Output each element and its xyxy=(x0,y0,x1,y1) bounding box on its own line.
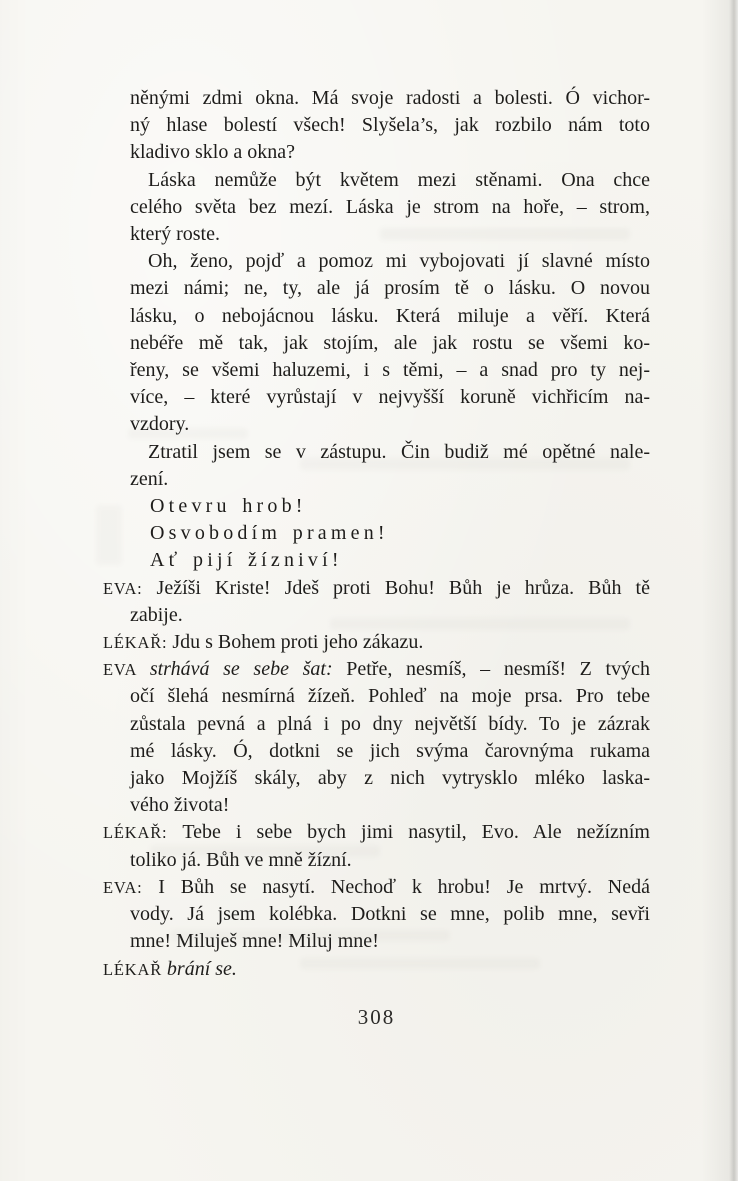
page-edge-shadow xyxy=(729,0,738,1181)
text-segment: očí šlehá nesmírná žízeň. Pohleď na moje prsa. Pro tebe xyxy=(130,685,650,708)
text-line xyxy=(103,466,650,493)
speaker-label: EVA: xyxy=(103,877,159,897)
text-line xyxy=(103,738,650,765)
text-line xyxy=(103,493,650,520)
text-line xyxy=(103,248,650,275)
text-line xyxy=(103,411,650,438)
text-line xyxy=(103,384,650,411)
text-line xyxy=(103,330,650,357)
text-segment: Osvobodím pramen! xyxy=(150,522,389,545)
text-segment: Oh, ženo, pojď a pomoz mi vybojovati jí slavné místo xyxy=(148,250,650,273)
text-segment: jako Mojžíš skály, aby z nich vytrysklo mléko laska- xyxy=(130,767,650,790)
text-segment: vého života! xyxy=(130,794,230,817)
speaker-label: LÉKAŘ: xyxy=(103,823,183,843)
text-segment: Ztratil jsem se v zástupu. Čin budiž mé opětné nale- xyxy=(148,440,650,463)
text-line xyxy=(103,575,650,602)
text-line xyxy=(103,792,650,819)
text-segment: Jdu s Bohem proti jeho zákazu. xyxy=(172,631,424,654)
text-segment: Otevru hrob! xyxy=(150,495,307,518)
text-segment: mne! Miluješ mne! Miluj mne! xyxy=(130,930,379,953)
text-segment: více, – které vyrůstají v nejvyšší koruně vichřicím na- xyxy=(130,386,650,409)
text-line xyxy=(103,357,650,384)
text-line xyxy=(103,439,650,466)
text-line xyxy=(103,765,650,792)
text-line xyxy=(103,956,650,983)
text-segment: který roste. xyxy=(130,223,220,246)
speaker-label: EVA xyxy=(103,660,150,680)
text-line xyxy=(103,874,650,901)
text-line xyxy=(103,847,650,874)
text-line xyxy=(103,303,650,330)
text-line xyxy=(103,629,650,656)
stage-direction: strhává se sebe šat: xyxy=(149,658,347,681)
text-segment: zůstala pevná a plná i po dny největší bídy. To je zázrak xyxy=(130,712,650,735)
text-line xyxy=(103,711,650,738)
text-segment: Láska nemůže být květem mezi stěnami. Ona chce xyxy=(148,168,650,191)
text-block xyxy=(103,85,650,983)
text-line xyxy=(103,221,650,248)
text-segment: něnými zdmi okna. Má svoje radosti a bolesti. Ó vichor- xyxy=(130,87,650,109)
text-segment: Ať pijí žízniví! xyxy=(150,549,343,572)
page-number: 308 xyxy=(357,1005,396,1029)
text-segment: ný hlase bolestí všech! Slyšela’s, jak rozbilo nám toto xyxy=(130,114,650,137)
text-line xyxy=(103,520,650,547)
speaker-label: LÉKAŘ xyxy=(103,959,167,979)
text-segment: celého světa bez mezí. Láska je strom na hoře, – strom, xyxy=(130,195,650,218)
text-line xyxy=(103,139,650,166)
text-line xyxy=(103,602,650,629)
text-segment: toliko já. Bůh ve mně žízní. xyxy=(130,848,352,871)
text-segment: řeny, se všemi haluzemi, i s těmi, – a snad pro ty nej- xyxy=(130,359,650,382)
text-segment: zení. xyxy=(130,467,169,490)
text-line xyxy=(103,275,650,302)
text-line xyxy=(103,547,650,574)
text-segment: vody. Já jsem kolébka. Dotkni se mne, polib mne, sevři xyxy=(130,903,650,926)
stage-direction: brání se. xyxy=(166,957,237,980)
text-segment: mé lásky. Ó, dotkni se jich svýma čarovnýma rukama xyxy=(130,739,650,762)
speaker-label: LÉKAŘ: xyxy=(103,633,173,653)
text-segment: zabije. xyxy=(130,603,183,626)
text-segment: lásku, o nebojácnou lásku. Která miluje a věří. Která xyxy=(130,304,650,327)
text-line xyxy=(103,112,650,139)
text-line xyxy=(103,194,650,221)
speaker-label: EVA: xyxy=(103,578,157,598)
text-line xyxy=(103,656,650,683)
text-segment: Petře, nesmíš, – nesmíš! Z tvých xyxy=(346,658,650,681)
text-segment: kladivo sklo a okna? xyxy=(130,141,295,164)
text-line xyxy=(103,167,650,194)
text-segment: Tebe i sebe bych jimi nasytil, Evo. Ale nežízním xyxy=(182,821,650,844)
text-segment: I Bůh se nasytí. Nechoď k hrobu! Je mrtvý. Nedá xyxy=(158,875,650,898)
text-line xyxy=(103,819,650,846)
text-segment: nebéře mě tak, jak stojím, ale jak rostu se všemi ko- xyxy=(130,331,650,354)
text-segment: mezi námi; ne, ty, ale já prosím tě o lásku. O novou xyxy=(130,277,650,300)
text-segment: Ježíši Kriste! Jdeš proti Bohu! Bůh je hrůza. Bůh tě xyxy=(156,576,650,599)
text-line xyxy=(103,901,650,928)
text-segment: vzdory. xyxy=(130,413,190,436)
text-line xyxy=(103,928,650,955)
text-line xyxy=(103,85,650,112)
text-line xyxy=(103,683,650,710)
